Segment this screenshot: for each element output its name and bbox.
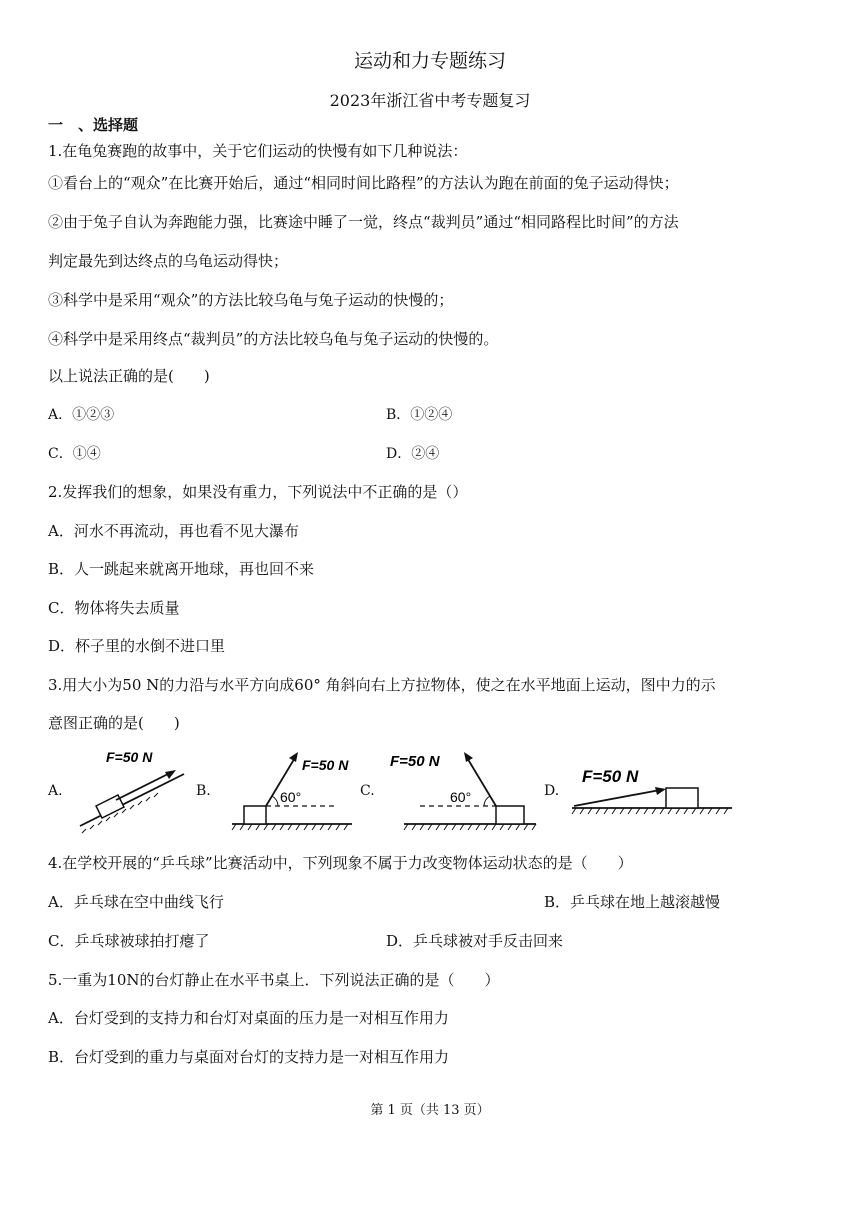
q1-statement-2: ②由于兔子自认为奔跑能力强，比赛途中睡了一觉，终点“裁判员”通过“相同路程比时间”的方法 — [48, 213, 679, 231]
q1-option-c: C．①④ — [48, 446, 101, 462]
q4-option-d: D．乒乓球被对手反击回来 — [386, 932, 564, 950]
q3-figure-a-force-label: F=50 N — [106, 749, 153, 765]
q3-figure-d — [568, 744, 738, 834]
q3-option-a-label: A. — [48, 783, 63, 799]
q1-statement-2-cont: 判定最先到达终点的乌龟运动得快； — [48, 252, 289, 270]
q3-stem-cont: 意图正确的是( ) — [48, 714, 180, 732]
q5-option-a: A．台灯受到的支持力和台灯对桌面的压力是一对相互作用力 — [48, 1009, 449, 1027]
q4-option-c: C．乒乓球被球拍打瘪了 — [48, 932, 210, 950]
q1-option-b: B．①②④ — [386, 407, 453, 423]
q1-statement-3: ③科学中是采用“观众”的方法比较乌龟与兔子运动的快慢的； — [48, 291, 454, 309]
q2-option-b: B．人一跳起来就离开地球，再也回不来 — [48, 560, 315, 578]
q4-option-a: A．乒乓球在空中曲线飞行 — [48, 893, 224, 911]
q3-figure-c — [390, 744, 540, 834]
q1-ask: 以上说法正确的是( ) — [48, 367, 210, 385]
q1-option-a: A．①②③ — [48, 407, 115, 423]
q3-figure-b — [226, 744, 366, 834]
q3-figure-c-angle: 60° — [450, 789, 472, 805]
q3-option-b-label: B. — [196, 783, 211, 799]
q3-figure-c-force-label: F=50 N — [390, 753, 440, 770]
q2-option-c: C．物体将失去质量 — [48, 599, 180, 617]
q3-figure-a — [76, 744, 188, 834]
q2-option-d: D．杯子里的水倒不进口里 — [48, 637, 226, 655]
q5-stem: 5.一重为10N的台灯静止在水平书桌上．下列说法正确的是（ ） — [48, 971, 500, 989]
q2-option-a: A．河水不再流动，再也看不见大瀑布 — [48, 522, 299, 540]
q1-statement-1: ①看台上的“观众”在比赛开始后，通过“相同时间比路程”的方法认为跑在前面的兔子运动得快； — [48, 174, 679, 192]
q1-option-d: D．②④ — [386, 446, 440, 462]
q4-stem: 4.在学校开展的“乒乓球”比赛活动中，下列现象不属于力改变物体运动状态的是（ ） — [48, 854, 633, 872]
q1-stem: 1.在龟兔赛跑的故事中，关于它们运动的快慢有如下几种说法： — [48, 142, 468, 160]
q3-figure-b-force-label: F=50 N — [302, 757, 349, 773]
section-heading: 一 、选择题 — [48, 116, 139, 134]
page-subtitle: 2023年浙江省中考专题复习 — [329, 91, 531, 110]
q3-figure-b-angle: 60° — [280, 789, 302, 805]
q2-stem: 2.发挥我们的想象，如果没有重力，下列说法中不正确的是（） — [48, 483, 468, 501]
q3-figure-d-force-label: F=50 N — [582, 767, 639, 786]
q3-option-c-label: C. — [360, 783, 375, 799]
q1-statement-4: ④科学中是采用终点“裁判员”的方法比较乌龟与兔子运动的快慢的。 — [48, 330, 499, 348]
q5-option-b: B．台灯受到的重力与桌面对台灯的支持力是一对相互作用力 — [48, 1048, 450, 1066]
q3-stem: 3.用大小为50 N的力沿与水平方向成60° 角斜向右上方拉物体，使之在水平地面上运动，图中力的示 — [48, 676, 716, 694]
page-footer: 第 1 页（共 13 页） — [370, 1103, 490, 1118]
q4-option-b: B．乒乓球在地上越滚越慢 — [544, 893, 721, 911]
q3-option-d-label: D. — [544, 783, 560, 799]
page-title: 运动和力专题练习 — [353, 50, 506, 72]
